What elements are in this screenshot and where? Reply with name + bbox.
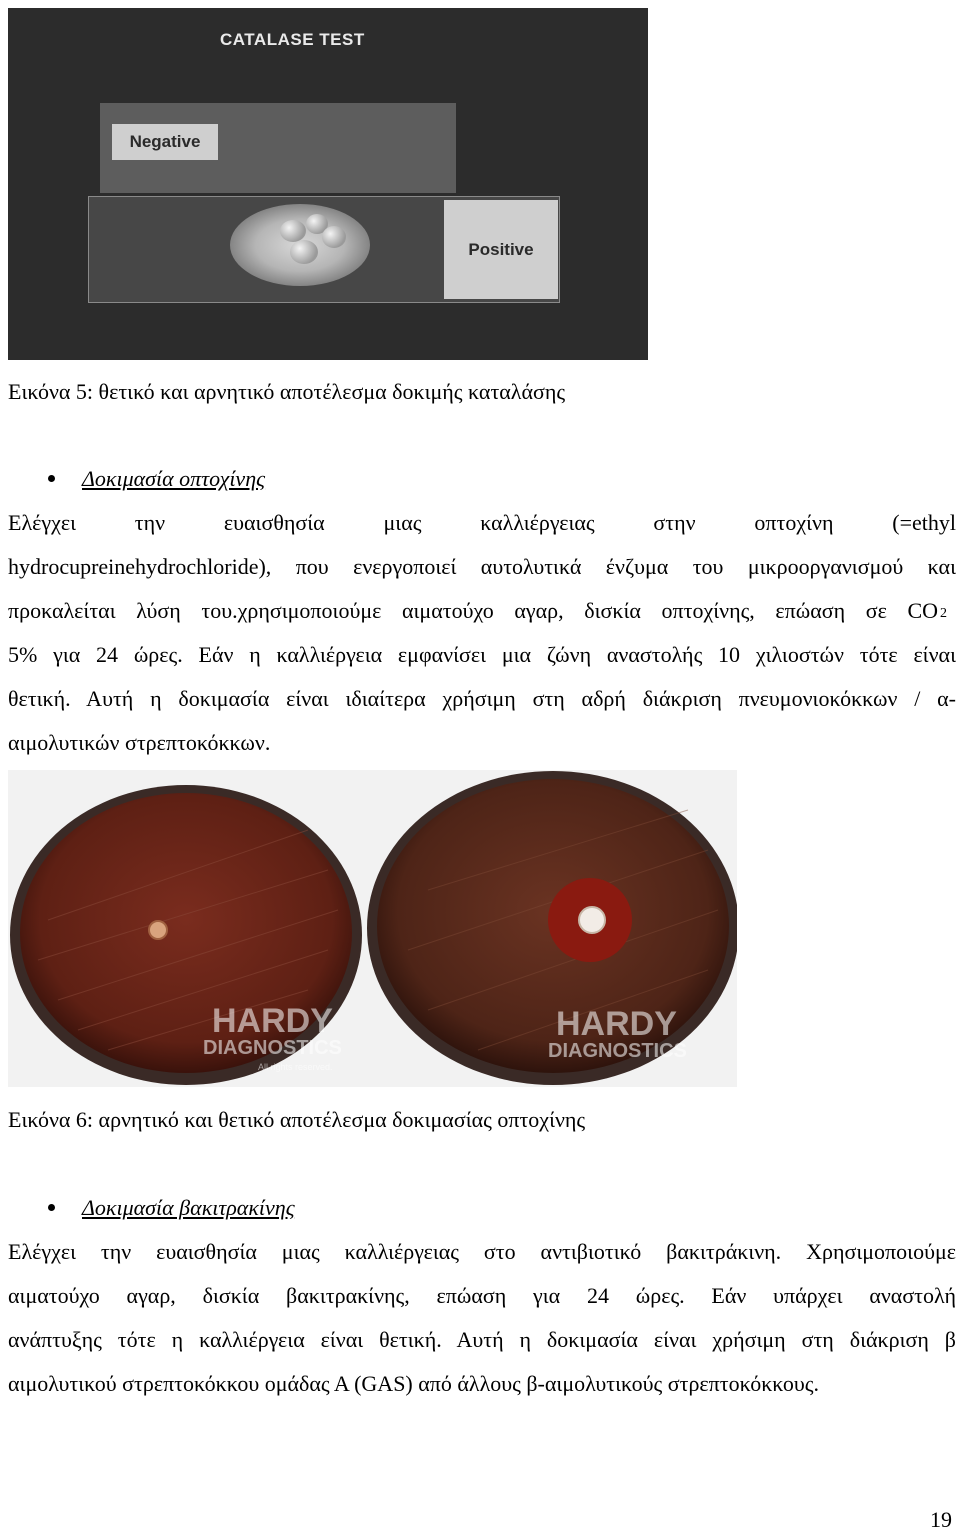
negative-label: Negative	[112, 124, 218, 160]
bullet	[48, 475, 55, 482]
watermark-left-sub: DIAGNOSTICS	[203, 1037, 342, 1059]
optochin-text-line: αιμολυτικών στρεπτοκόκκων.	[8, 730, 271, 755]
figure6-caption: Εικόνα 6: αρνητικό και θετικό αποτέλεσμα δοκιμασίας οπτοχίνης	[8, 1107, 586, 1132]
optochin-disc-left	[149, 921, 167, 939]
optochin-text-line: 5% για 24 ώρες. Εάν η καλλιέργεια εμφανίσει μια ζώνη αναστολής 10 χιλιοστών τότε είναι	[8, 642, 956, 667]
optochin-plates-svg	[8, 770, 737, 1087]
optochin-text-line: hydrocupreinehydrochloride), που ενεργοποιεί αυτολυτικά ένζυμα του μικροοργανισμού και	[8, 554, 956, 579]
optochin-text-line: θετική. Αυτή η δοκιμασία είναι ιδιαίτερα χρήσιμη στη αδρή διάκριση πνευμονιοκόκκων / α-	[8, 686, 956, 711]
optochin-text-line: Ελέγχει την ευαισθησία μιας καλλιέργειας στην οπτοχίνη (=ethyl	[8, 510, 956, 535]
page-number: 19	[930, 1507, 952, 1532]
catalase-test-image	[8, 8, 648, 360]
watermark-right: HARDY	[556, 1005, 677, 1043]
optochin-plates-image	[8, 770, 737, 1087]
optochin-heading: Δοκιμασία οπτοχίνης	[82, 466, 266, 491]
bacitracin-text-line: Ελέγχει την ευαισθησία μιας καλλιέργειας στο αντιβιοτικό βακιτράκινη. Χρησιμοποιούμε	[8, 1239, 956, 1264]
bacitracin-text-line: ανάπτυξης τότε η καλλιέργεια είναι θετική. Αυτή η δοκιμασία είναι χρήσιμη στη διάκριση β	[8, 1327, 956, 1352]
rights-text: All rights reserved.	[258, 1062, 333, 1072]
optochin-text-line: προκαλείται λύση του.χρησιμοποιούμε αιματούχο αγαρ, δισκία οπτοχίνης, επώαση σε CO	[8, 598, 938, 623]
optochin-disc-right	[579, 907, 605, 933]
bubble	[280, 220, 306, 242]
catalase-image-title: CATALASE TEST	[220, 30, 365, 49]
bubble	[322, 226, 346, 248]
bullet	[48, 1204, 55, 1211]
bacitracin-text-line: αιμολυτικού στρεπτοκόκκου ομάδας Α (GAS) από άλλους β-αιμολυτικούς στρεπτοκόκκους.	[8, 1371, 820, 1396]
bubble	[290, 240, 318, 264]
co2-subscript: 2	[940, 606, 947, 621]
bacitracin-text-line: αιματούχο αγαρ, δισκία βακιτρακίνης, επώαση για 24 ώρες. Εάν υπάρχει αναστολή	[8, 1283, 956, 1308]
watermark-right-sub: DIAGNOSTICS	[548, 1040, 687, 1062]
bacitracin-heading: Δοκιμασία βακιτρακίνης	[82, 1195, 295, 1220]
figure5-caption: Εικόνα 5: θετικό και αρνητικό αποτέλεσμα δοκιμής καταλάσης	[8, 379, 566, 404]
watermark-left: HARDY	[212, 1002, 333, 1040]
positive-label: Positive	[444, 200, 558, 299]
